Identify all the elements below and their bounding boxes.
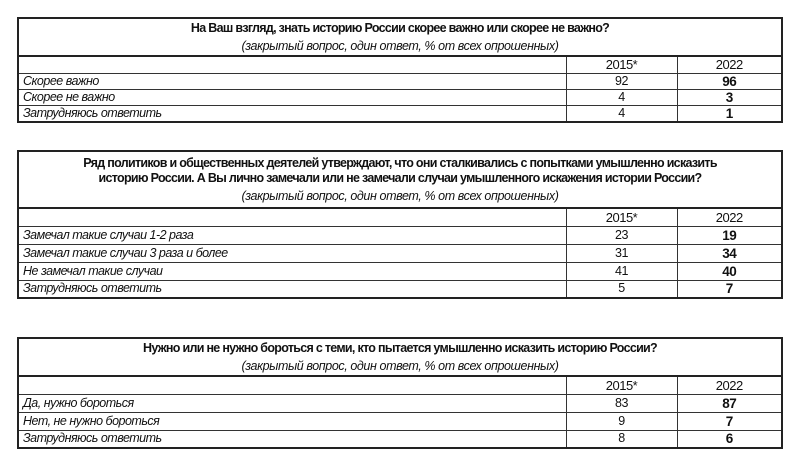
row-label: Скорее важно	[18, 73, 566, 89]
table-row	[18, 412, 782, 430]
row-label: Затрудняюсь ответить	[18, 430, 566, 448]
value-2015: 31	[566, 244, 677, 262]
row-label: Не замечал такие случаи	[18, 262, 566, 280]
value-2022: 19	[677, 226, 782, 244]
table-row	[18, 244, 782, 262]
value-2015: 23	[566, 226, 677, 244]
header-2022: 2022	[677, 376, 782, 394]
question-note: (закрытый вопрос, один ответ, % от всех опрошенных)	[241, 358, 559, 373]
value-2022: 34	[677, 244, 782, 262]
header-2022: 2022	[677, 56, 782, 73]
survey-table-fight-distortion	[17, 337, 783, 449]
survey-table-distortion-noticed	[17, 150, 783, 299]
question: Нужно или не нужно бороться с теми, кто пытается умышленно исказить историю России?	[143, 340, 657, 355]
value-2015: 41	[566, 262, 677, 280]
table-row	[18, 262, 782, 280]
table-title	[18, 338, 782, 376]
row-label: Нет, не нужно бороться	[18, 412, 566, 430]
question-note: (закрытый вопрос, один ответ, % от всех опрошенных)	[241, 188, 559, 203]
table-title	[18, 151, 782, 208]
header-2015: 2015*	[566, 208, 677, 226]
table-row	[18, 226, 782, 244]
value-2015: 8	[566, 430, 677, 448]
table-row	[18, 73, 782, 89]
survey-table-importance	[17, 17, 783, 123]
row-label: Затрудняюсь ответить	[18, 105, 566, 122]
value-2022: 6	[677, 430, 782, 448]
row-label: Да, нужно бороться	[18, 394, 566, 412]
table-row	[18, 105, 782, 122]
table-title	[18, 18, 782, 56]
row-label: Скорее не важно	[18, 89, 566, 105]
value-2022: 7	[677, 280, 782, 298]
question-note: (закрытый вопрос, один ответ, % от всех опрошенных)	[241, 38, 559, 53]
row-label: Затрудняюсь ответить	[18, 280, 566, 298]
value-2022: 40	[677, 262, 782, 280]
row-label: Замечал такие случаи 3 раза и более	[18, 244, 566, 262]
header-2022: 2022	[677, 208, 782, 226]
value-2015: 9	[566, 412, 677, 430]
table-row	[18, 394, 782, 412]
table-row	[18, 280, 782, 298]
header-empty	[18, 56, 566, 73]
value-2015: 4	[566, 105, 677, 122]
value-2022: 3	[677, 89, 782, 105]
value-2022: 7	[677, 412, 782, 430]
question: Ряд политиков и общественных деятелей утверждают, что они сталкивались с попытками умышленно исказить историю России. А Вы лично замечали или не замечали случаи умышленного искажения истории России?	[83, 155, 717, 185]
question: На Ваш взгляд, знать историю России скорее важно или скорее не важно?	[190, 20, 610, 35]
value-2015: 92	[566, 73, 677, 89]
header-2015: 2015*	[566, 56, 677, 73]
header-empty	[18, 376, 566, 394]
value-2015: 5	[566, 280, 677, 298]
table-row	[18, 89, 782, 105]
value-2015: 4	[566, 89, 677, 105]
header-2015: 2015*	[566, 376, 677, 394]
table-row	[18, 430, 782, 448]
header-empty	[18, 208, 566, 226]
value-2015: 83	[566, 394, 677, 412]
value-2022: 96	[677, 73, 782, 89]
row-label: Замечал такие случаи 1-2 раза	[18, 226, 566, 244]
value-2022: 1	[677, 105, 782, 122]
value-2022: 87	[677, 394, 782, 412]
